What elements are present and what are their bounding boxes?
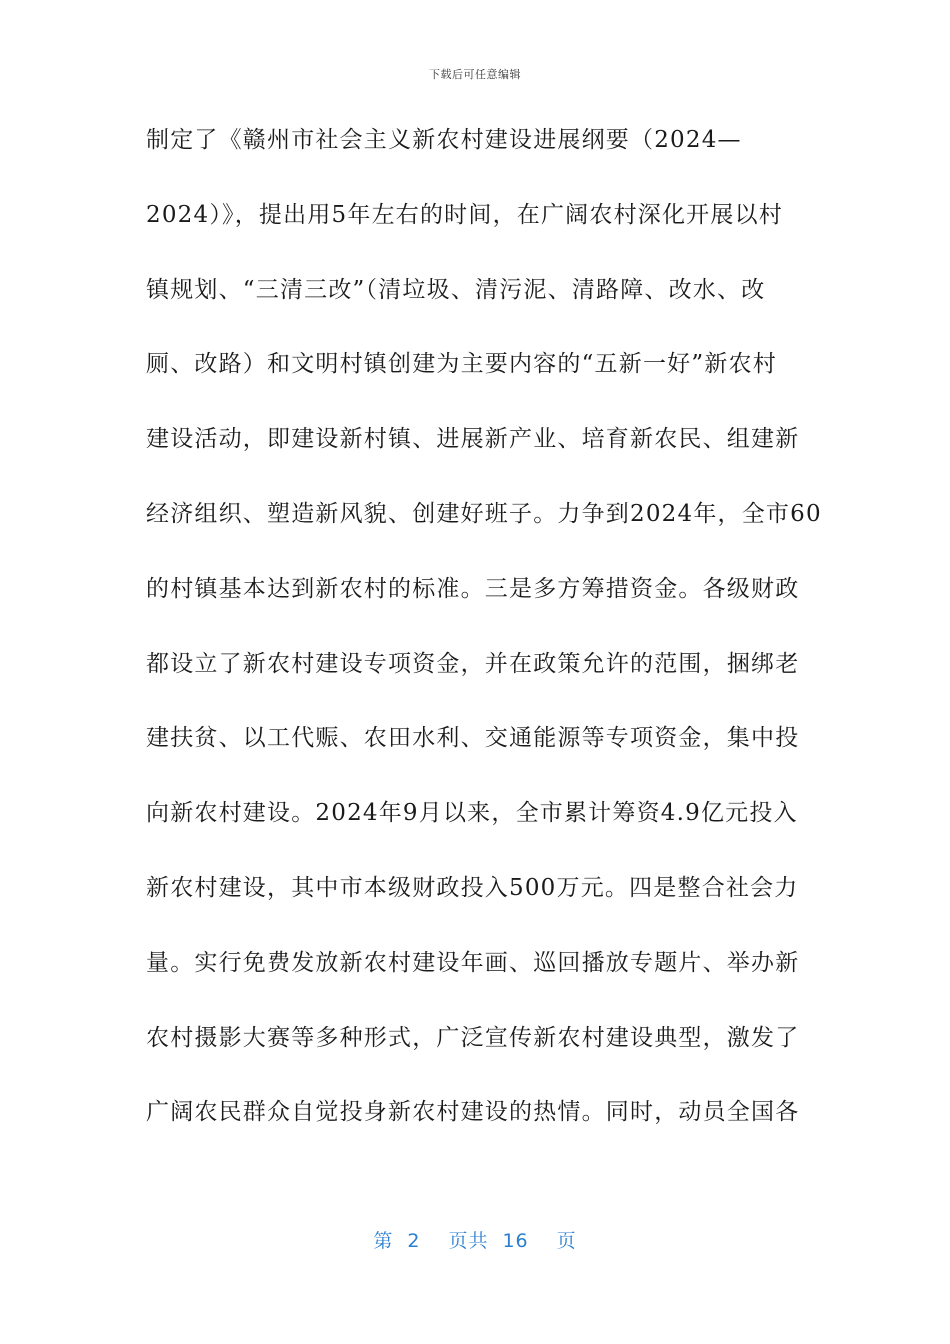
body-line-5: 建设活动，即建设新村镇、进展新产业、培育新农民、组建新 (146, 426, 800, 453)
footer-prefix: 第 (373, 1230, 394, 1252)
body-line-6: 经济组织、塑造新风貌、创建好班子。力争到2024年，全市60 (146, 500, 822, 527)
body-line-3: 镇规划、“三清三改”（清垃圾、清污泥、清路障、改水、改 (146, 276, 766, 303)
body-line-9: 建扶贫、以工代赈、农田水利、交通能源等专项资金，集中投 (146, 725, 800, 752)
body-line-4: 厕、改路）和文明村镇创建为主要内容的“五新一好”新农村 (146, 351, 777, 378)
body-line-8: 都设立了新农村建设专项资金，并在政策允许的范围，捆绑老 (146, 650, 800, 677)
page-number-footer (0, 1226, 950, 1253)
body-line-11: 新农村建设，其中市本级财政投入500万元。四是整合社会力 (146, 874, 799, 901)
footer-suffix: 页 (556, 1230, 577, 1252)
footer-total-pages: 16 (502, 1230, 529, 1252)
footer-current-page: 2 (407, 1230, 421, 1252)
body-line-13: 农村摄影大赛等多种形式，广泛宣传新农村建设典型，激发了 (146, 1024, 800, 1051)
body-line-7: 的村镇基本达到新农村的标准。三是多方筹措资金。各级财政 (146, 575, 800, 602)
body-line-10: 向新农村建设。2024年9月以来，全市累计筹资4.9亿元投入 (146, 800, 798, 827)
document-body (146, 120, 826, 1167)
body-line-12: 量。实行免费发放新农村建设年画、巡回播放专题片、举办新 (146, 949, 800, 976)
body-line-2: 2024）》，提出用5年左右的时间，在广阔农村深化开展以村 (146, 201, 783, 228)
body-line-1: 制定了《赣州市社会主义新农村建设进展纲要（2024— (146, 127, 742, 153)
body-line-14: 广阔农民群众自觉投身新农村建设的热情。同时，动员全国各 (146, 1099, 800, 1126)
page-header-note: 下载后可任意编辑 (429, 68, 521, 81)
footer-middle: 页共 (448, 1230, 489, 1252)
